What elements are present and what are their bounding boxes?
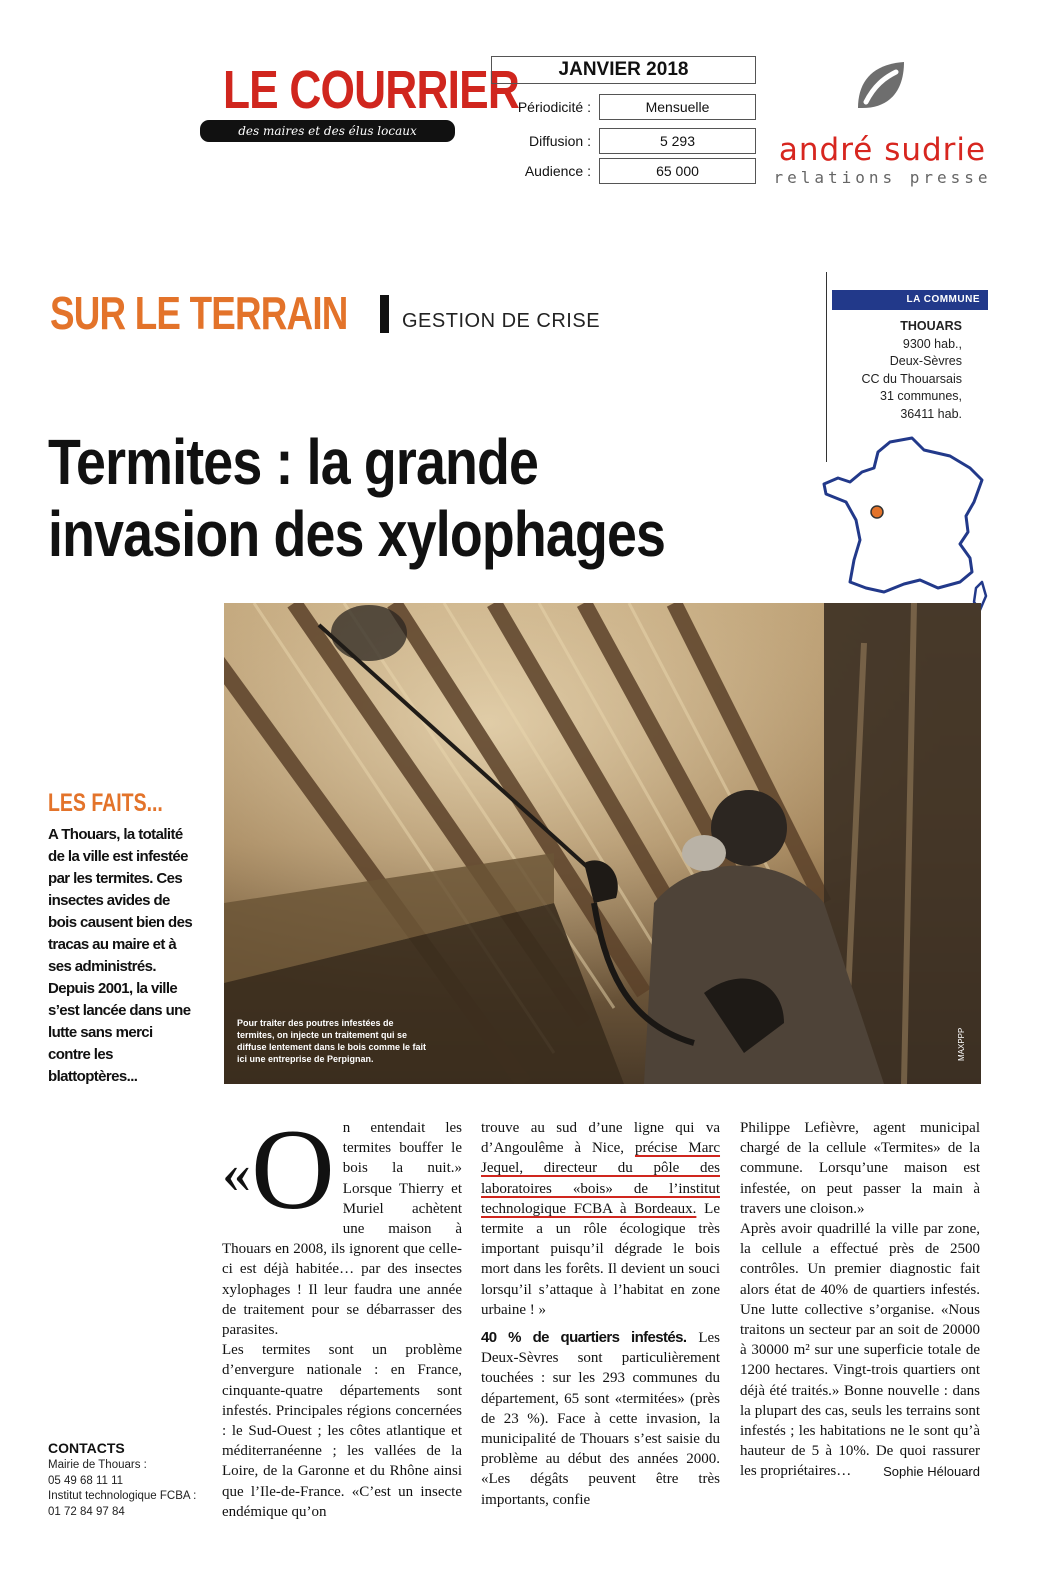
article-paragraph: Les termites sont un problème d’envergure nationale : en France, cinquante-quatre départements sont infestés. Principales régions concernées : le Sud-Ouest ; les côtes atlantique et méditerranéenne ; les vallées de la Loire, de la Garonne et du Rhône ainsi que l’Ile-de-France. «C’est un insecte endémique qu’on	[222, 1342, 462, 1520]
meta-label: Audience :	[524, 163, 591, 179]
article-intertitle: 40 % de quartiers infestés.	[481, 1329, 687, 1347]
publication-name: LE COURRIER	[222, 60, 519, 120]
france-map-icon	[820, 432, 990, 616]
contact-line: Institut technologique FCBA :	[48, 1490, 197, 1502]
agency-subtitle: relations presse	[773, 168, 992, 187]
section-divider	[380, 295, 389, 333]
meta-row-diffusion	[491, 128, 756, 154]
contact-line: Mairie de Thouars :	[48, 1459, 147, 1471]
article-paragraph: n entendait les termites bouffer le bois la nuit.» Lorsque Thierry et Muriel achètent une maison à Thouars en 2008, ils ignorent que celle-ci est déjà habitée… par des insectes xylophages ! Il leur faudra une année de traitement pour se débarrasser des parasites.	[222, 1120, 462, 1339]
article-column-3	[740, 1118, 980, 1482]
leaf-logo-icon	[852, 56, 910, 114]
article-text: trouve au sud d’une ligne qui va d’Angoulême à Nice,	[481, 1120, 720, 1157]
commune-line: CC du Thouarsais	[861, 371, 962, 386]
article-paragraph	[481, 1118, 720, 1320]
contacts-title: CONTACTS	[48, 1440, 125, 1456]
drop-cap-letter: O	[251, 1106, 335, 1234]
contacts-box	[48, 1438, 216, 1520]
commune-line: 9300 hab.,	[902, 336, 962, 351]
commune-location-marker	[871, 506, 883, 518]
article-column-1	[222, 1106, 462, 1522]
article-text: Les Deux-Sèvres sont particulièrement touchées : sur les 293 communes du département, 65 sont «termitées» (près de 23 %). Face à cette invasion, la municipalité de Thouars s’est saisie du problème au début des années 2000. «Les dégâts peuvent être très importants, confie	[481, 1330, 720, 1508]
publication-logo	[200, 60, 519, 146]
meta-label: Diffusion :	[529, 133, 591, 149]
meta-row-audience	[491, 158, 756, 184]
meta-value: 65 000	[599, 158, 756, 184]
contact-line: 01 72 84 97 84	[48, 1505, 125, 1518]
section-subrubric: GESTION DE CRISE	[402, 310, 601, 332]
facts-title: LES FAITS...	[48, 789, 163, 817]
facts-box	[48, 788, 198, 1088]
agency-name: andré sudrie	[778, 132, 987, 168]
commune-line: 31 communes,	[880, 389, 962, 403]
section-rubric: SUR LE TERRAIN	[50, 287, 348, 339]
headline-line-1: Termites : la grande	[48, 426, 539, 498]
meta-value: Mensuelle	[599, 94, 756, 120]
contact-line: 05 49 68 11 11	[48, 1474, 124, 1487]
publication-tagline: des maires et des élus locaux	[200, 120, 455, 142]
photo-caption: Pour traiter des poutres infestées de termites, on injecte un traitement qui se diffuse lentement dans le bois comme le fait ici une entreprise de Perpignan.	[237, 1018, 427, 1064]
article-paragraph	[481, 1328, 720, 1510]
commune-info	[836, 318, 962, 423]
facts-body: A Thouars, la totalité de la ville est infestée par les termites. Ces insectes avides de bois causent bien des tracas au maire et à ses administrés. Depuis 2001, la ville s’est lancée dans une lutte sans merci contre les blattoptères...	[48, 826, 193, 1085]
article-paragraph: Après avoir quadrillé la ville par zone, la cellule a effectué près de 2500 contrôles. Un premier diagnostic fait alors état de 40% de quartiers infestés. Une lutte collective s’organise. «Nous traitons un secteur par an soit de 20000 à 30000 m² sur une superficie totale de 1200 hectares. Vingt-trois quartiers ont déjà été traités.» Bonne nouvelle : dans la plupart des cas, seuls les terrains sont infestés ; les habitations ne le sont qu’à hauteur de 5 à 10%. De quoi rassurer les propriétaires…	[740, 1221, 980, 1480]
meta-label: Périodicité :	[517, 99, 591, 115]
commune-line: Deux-Sèvres	[889, 354, 962, 368]
photo-illustration	[224, 603, 981, 1084]
article-column-2	[481, 1118, 720, 1510]
article-byline: Sophie Hélouard	[883, 1463, 980, 1479]
article-paragraph: Philippe Lefièvre, agent municipal chargé de la cellule «Termites» de la commune. Lorsqu’une maison est infestée, on peut passer la main à travers une cloison.»	[740, 1120, 980, 1217]
article-photo	[224, 603, 981, 1084]
section-header	[50, 287, 650, 339]
drop-cap	[222, 1106, 335, 1234]
headline-line-2: invasion des xylophages	[48, 498, 666, 570]
highlighted-quote-source: précise Marc Jequel, directeur du pôle des laboratoires «bois» de l’institut technologique FCBA à Bordeaux.	[481, 1140, 721, 1217]
headline	[48, 426, 808, 586]
issue-date: JANVIER 2018	[491, 56, 756, 84]
agency-logo	[770, 56, 995, 191]
commune-box	[826, 272, 996, 617]
commune-name: THOUARS	[900, 319, 962, 333]
meta-value: 5 293	[599, 128, 756, 154]
commune-tag: LA COMMUNE	[832, 290, 988, 310]
commune-line: 36411 hab.	[900, 406, 962, 421]
article-text: Le termite a un rôle écologique très important puisqu’il dégrade le bois mort dans les forêts. Il devient un souci lorsqu’il s’attaque à l’habitat en zone urbaine ! »	[481, 1200, 720, 1318]
meta-row-periodicity	[491, 94, 756, 120]
drop-cap-quote: «	[222, 1140, 251, 1205]
photo-credit: MAXPPP	[957, 1027, 966, 1061]
